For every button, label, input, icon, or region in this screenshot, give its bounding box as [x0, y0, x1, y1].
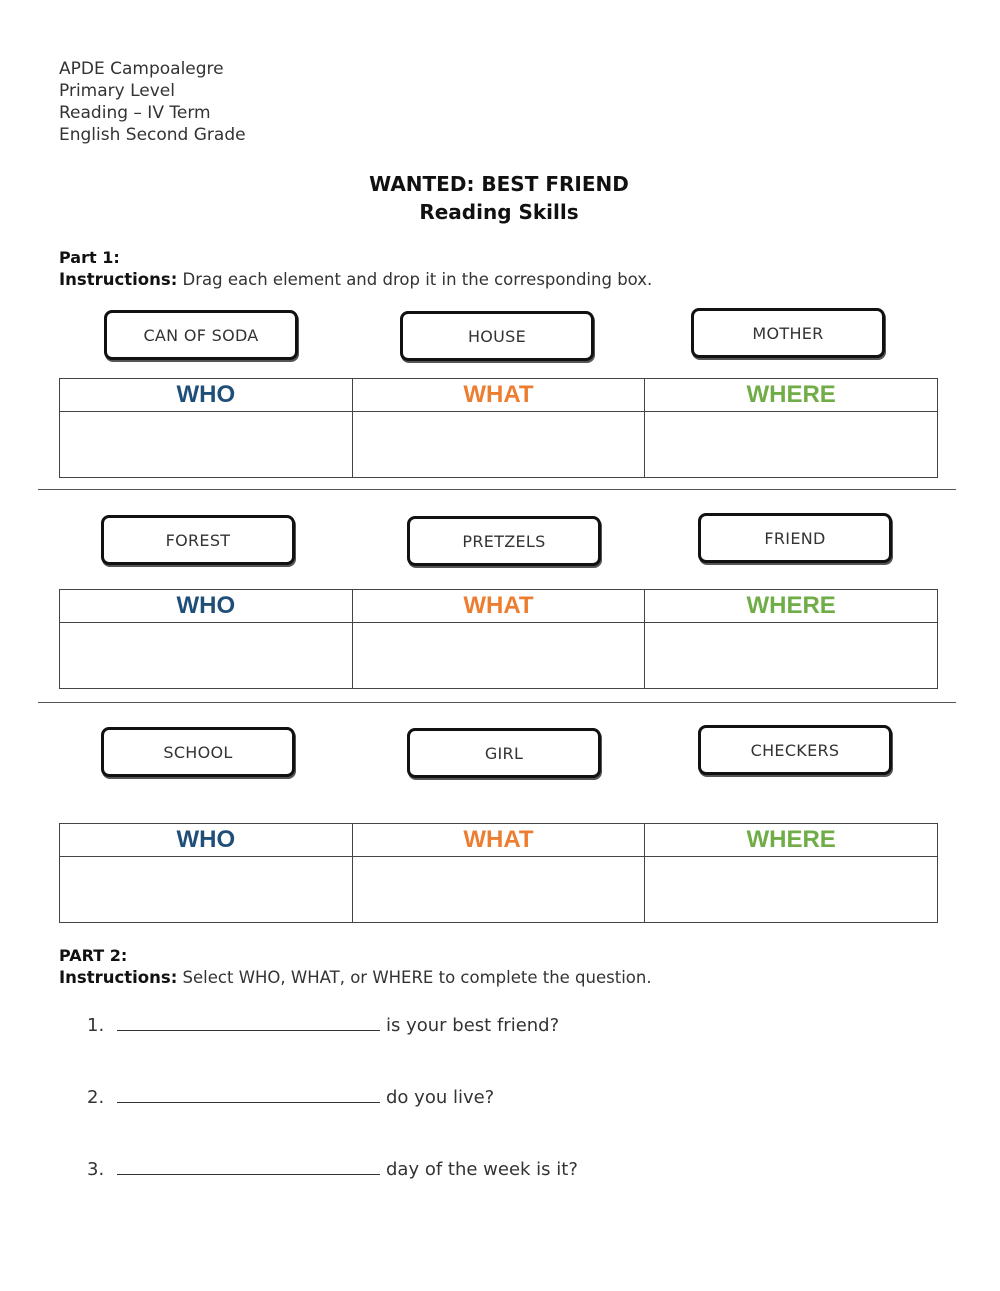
question-item	[87, 1084, 494, 1108]
drag-chip[interactable]: CAN OF SODA	[104, 310, 298, 360]
level-label: Primary Level	[59, 81, 175, 101]
who-header: WHO	[60, 590, 353, 623]
answer-blank[interactable]	[117, 1156, 380, 1175]
part1-label: Part 1:	[59, 248, 120, 267]
sort-table-3	[59, 823, 938, 923]
section-divider	[38, 702, 956, 703]
part1-instructions-label: Instructions:	[59, 270, 178, 289]
header-info	[59, 58, 246, 146]
term-label: Reading – IV Term	[59, 103, 211, 123]
drag-chip[interactable]: SCHOOL	[101, 727, 295, 777]
part1-instructions	[59, 270, 652, 289]
where-header: WHERE	[645, 379, 938, 412]
drag-chip[interactable]: CHECKERS	[698, 725, 892, 775]
part2-instructions	[59, 968, 652, 987]
question-number: 2.	[87, 1087, 105, 1108]
part1-instructions-text: Drag each element and drop it in the corresponding box.	[177, 270, 653, 289]
part2-label: PART 2:	[59, 946, 128, 965]
where-header: WHERE	[645, 824, 938, 857]
question-text: day of the week is it?	[386, 1159, 578, 1180]
question-item	[87, 1156, 578, 1180]
where-drop-zone[interactable]	[645, 857, 938, 923]
school-name: APDE Campoalegre	[59, 59, 224, 79]
page-title: WANTED: BEST FRIEND	[369, 172, 629, 196]
what-header: WHAT	[352, 379, 645, 412]
who-header: WHO	[60, 824, 353, 857]
section-divider	[38, 489, 956, 490]
who-drop-zone[interactable]	[60, 857, 353, 923]
part2-instructions-label: Instructions:	[59, 968, 178, 987]
question-item	[87, 1012, 559, 1036]
what-drop-zone[interactable]	[352, 623, 645, 689]
part2-instructions-text: Select WHO, WHAT, or WHERE to complete the question.	[177, 968, 652, 987]
sort-table-1	[59, 378, 938, 478]
answer-blank[interactable]	[117, 1084, 380, 1103]
question-number: 3.	[87, 1159, 105, 1180]
answer-blank[interactable]	[117, 1012, 380, 1031]
where-header: WHERE	[645, 590, 938, 623]
drag-chip[interactable]: FOREST	[101, 515, 295, 565]
page-subtitle: Reading Skills	[419, 200, 579, 224]
what-drop-zone[interactable]	[352, 412, 645, 478]
where-drop-zone[interactable]	[645, 623, 938, 689]
drag-chip[interactable]: HOUSE	[400, 311, 594, 361]
who-header: WHO	[60, 379, 353, 412]
where-drop-zone[interactable]	[645, 412, 938, 478]
drag-chip[interactable]: MOTHER	[691, 308, 885, 358]
question-number: 1.	[87, 1015, 105, 1036]
drag-chip[interactable]: PRETZELS	[407, 516, 601, 566]
sort-table-2	[59, 589, 938, 689]
what-header: WHAT	[352, 824, 645, 857]
who-drop-zone[interactable]	[60, 412, 353, 478]
drag-chip[interactable]: GIRL	[407, 728, 601, 778]
drag-chip[interactable]: FRIEND	[698, 513, 892, 563]
what-drop-zone[interactable]	[352, 857, 645, 923]
who-drop-zone[interactable]	[60, 623, 353, 689]
what-header: WHAT	[352, 590, 645, 623]
question-text: is your best friend?	[386, 1015, 560, 1036]
grade-label: English Second Grade	[59, 125, 246, 145]
question-text: do you live?	[386, 1087, 495, 1108]
